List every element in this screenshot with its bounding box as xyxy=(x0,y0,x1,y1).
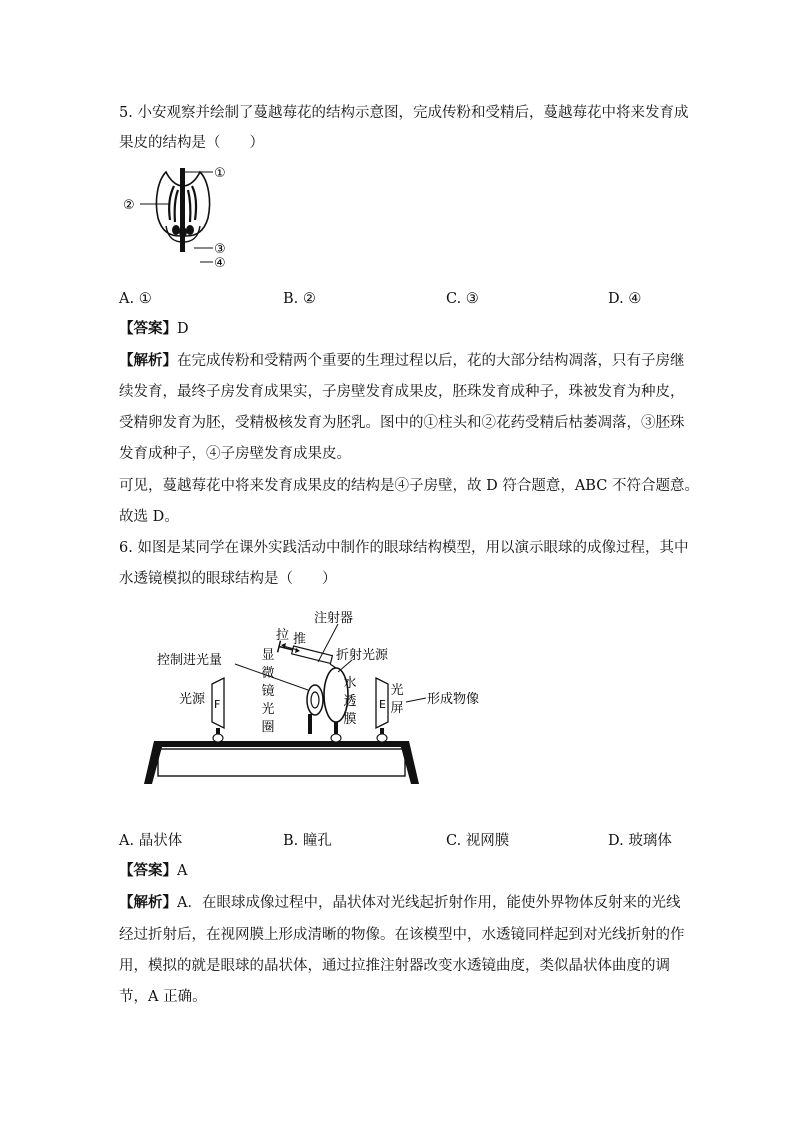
letter-f: F xyxy=(214,698,221,711)
q6-analysis-line-4: 节，A 正确。 xyxy=(119,989,207,1005)
q5-analysis-line-4: 发育成种子，④子房壁发育成果皮。 xyxy=(119,446,351,462)
q5-option-a: A. ① xyxy=(119,291,152,307)
q6-analysis-line-2: 经过折射后，在视网膜上形成清晰的物像。在该模型中，水透镜同样起到对光线折射的作 xyxy=(119,927,685,943)
screen-label: 光屏 xyxy=(390,683,404,716)
q5-analysis-line-1: 【解析】在完成传粉和受精两个重要的生理过程以后，花的大部分结构凋落，只有子房继 xyxy=(119,352,685,369)
syringe-label: 注射器 xyxy=(314,611,354,626)
q5-stem-line-2: 果皮的结构是（ ） xyxy=(119,135,264,151)
microscope-aperture-label: 显微镜光圈 xyxy=(261,648,275,735)
q5-option-d: D. ④ xyxy=(608,291,642,307)
refract-source-label: 折射光源 xyxy=(336,648,389,663)
q6-option-a: A. 晶状体 xyxy=(119,833,183,849)
q5-analysis-line-5: 可见，蔓越莓花中将来发育成果皮的结构是④子房壁，故 D 符合题意，ABC 不符合题意。 xyxy=(119,478,699,494)
q6-analysis-line-3: 用，模拟的就是眼球的晶状体，通过拉推注射器改变水透镜曲度，类似晶状体曲度的调 xyxy=(119,958,670,974)
q6-stem-line-2: 水透镜模拟的眼球结构是（ ） xyxy=(119,571,337,587)
label-3: ③ xyxy=(214,242,226,257)
label-4: ④ xyxy=(214,256,226,271)
q5-answer-label: 【答案】 xyxy=(119,320,177,337)
q5-analysis-line-6: 故选 D。 xyxy=(119,509,179,525)
light-source-label: 光源 xyxy=(179,692,206,707)
q6-analysis-label: 【解析】 xyxy=(119,894,177,911)
q6-analysis-line-1: 【解析】A．在眼球成像过程中，晶状体对光线起折射作用，能使外界物体反射来的光线 xyxy=(119,894,681,911)
q6-answer-value: A xyxy=(177,863,188,879)
control-light-label: 控制进光量 xyxy=(157,653,223,668)
q5-option-b: B. ② xyxy=(283,291,316,307)
flower-structure-figure xyxy=(118,160,268,271)
q5-answer-value: D xyxy=(177,321,189,337)
q6-answer xyxy=(119,861,187,881)
svg-text:E: E xyxy=(379,698,386,711)
q5-option-c: C. ③ xyxy=(446,291,479,307)
pull-label: 拉 xyxy=(276,628,290,643)
q5-answer xyxy=(119,319,189,339)
eye-model-figure xyxy=(140,602,480,792)
q6-option-b: B. 瞳孔 xyxy=(283,833,332,849)
q6-answer-label: 【答案】 xyxy=(119,862,177,879)
q5-analysis-label: 【解析】 xyxy=(119,352,177,369)
q6-option-c: C. 视网膜 xyxy=(446,833,510,849)
q6-stem-line-1: 6. 如图是某同学在课外实践活动中制作的眼球结构模型，用以演示眼球的成像过程，其中 xyxy=(119,540,689,556)
q6-option-d: D. 玻璃体 xyxy=(608,833,672,849)
push-label: 推 xyxy=(293,632,307,647)
q5-analysis-line-2: 续发育，最终子房发育成果实，子房壁发育成果皮，胚珠发育成种子，珠被发育为种皮， xyxy=(119,384,685,400)
q5-stem-line-1: 5. 小安观察并绘制了蔓越莓花的结构示意图，完成传粉和受精后，蔓越莓花中将来发育成 xyxy=(119,105,689,121)
water-lens-membrane-label: 水透膜 xyxy=(343,676,357,727)
q5-analysis-line-3: 受精卵发育为胚，受精极核发育为胚乳。图中的①柱头和②花药受精后枯萎凋落，③胚珠 xyxy=(119,415,685,431)
label-2: ② xyxy=(123,198,135,213)
form-image-label: 形成物像 xyxy=(427,692,480,707)
label-1: ① xyxy=(214,166,226,181)
